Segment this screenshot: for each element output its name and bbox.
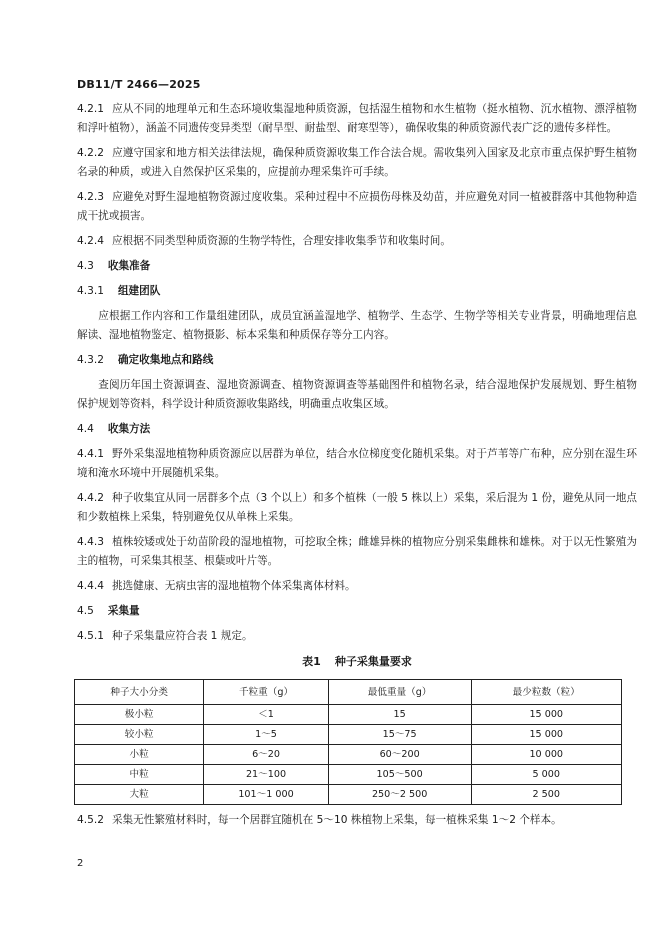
table-cell: 较小粒 xyxy=(75,725,204,745)
clause-4-5-2: 4.5.2 采集无性繁殖材料时，每一个居群宜随机在 5～10 株植物上采集，每一植株采集 1～2 个样本。 xyxy=(77,814,562,826)
table-cell: 15 xyxy=(328,705,471,725)
clause-4-5-1: 4.5.1 种子采集量应符合表 1 规定。 xyxy=(77,630,253,642)
clause-4-3-1-text: 应根据工作内容和工作量组建团队，成员宜涵盖湿地学、植物学、生态学、生物学等相关专业背景，明确地理信息解读、湿地植物鉴定、植物摄影、标本采集和种质保存等分工内容。 xyxy=(77,310,637,341)
table-row xyxy=(75,765,622,785)
table-cell: 小粒 xyxy=(75,745,204,765)
heading-4-3-2: 4.3.2 确定收集地点和路线 xyxy=(77,354,214,366)
table-header-cell: 最少粒数（粒） xyxy=(471,680,622,705)
heading-4-5: 4.5 采集量 xyxy=(77,605,140,617)
clause-4-4-2: 4.4.2 种子收集宜从同一居群多个点（3 个以上）和多个植株（一般 5 株以上）采集，采后混为 1 份，避免从同一地点和少数植株上采集，特别避免仅从单株上采集。 xyxy=(77,492,637,523)
clause-4-2-3: 4.2.3 应避免对野生湿地植物资源过度收集。采种过程中不应损伤母株及幼苗，并应避免对同一植被群落中其他物种造成干扰或损害。 xyxy=(77,191,637,222)
table-cell: 15～75 xyxy=(328,725,471,745)
table-cell: 250～2 500 xyxy=(328,785,471,805)
table-row xyxy=(75,745,622,765)
clause-4-4-4: 4.4.4 挑选健康、无病虫害的湿地植物个体采集离体材料。 xyxy=(77,580,356,592)
table-cell: 21～100 xyxy=(204,765,328,785)
table-cell: 101～1 000 xyxy=(204,785,328,805)
heading-4-3-1: 4.3.1 组建团队 xyxy=(77,285,161,297)
clause-4-4-3: 4.4.3 植株较矮或处于幼苗阶段的湿地植物，可挖取全株；雌雄异株的植物应分别采集雌株和雄株。对于以无性繁殖为主的植物，可采集其根茎、根蘖或叶片等。 xyxy=(77,536,637,567)
clause-4-2-4: 4.2.4 应根据不同类型种质资源的生物学特性，合理安排收集季节和收集时间。 xyxy=(77,235,451,247)
table-row xyxy=(75,705,622,725)
table-cell: 2 500 xyxy=(471,785,622,805)
table-cell: 15 000 xyxy=(471,705,622,725)
table-cell: 极小粒 xyxy=(75,705,204,725)
clause-4-2-2: 4.2.2 应遵守国家和地方相关法律法规，确保种质资源收集工作合法合规。需收集列入国家及北京市重点保护野生植物名录的种质，或进入自然保护区采集的，应提前办理采集许可手续。 xyxy=(77,147,637,178)
table-cell: 105～500 xyxy=(328,765,471,785)
clause-4-3-2-text: 查阅历年国土资源调查、湿地资源调查、植物资源调查等基础图件和植物名录，结合湿地保护发展规划、野生植物保护规划等资料，科学设计种质资源收集路线，明确重点收集区域。 xyxy=(77,379,637,410)
table-cell: 大粒 xyxy=(75,785,204,805)
table-header-cell: 种子大小分类 xyxy=(75,680,204,705)
table-cell: 5 000 xyxy=(471,765,622,785)
heading-4-4: 4.4 收集方法 xyxy=(77,423,151,435)
table-cell: ＜1 xyxy=(204,705,328,725)
seed-collection-table xyxy=(74,679,622,805)
table-cell: 6～20 xyxy=(204,745,328,765)
table-header-cell: 最低重量（g） xyxy=(328,680,471,705)
heading-4-3: 4.3 收集准备 xyxy=(77,260,151,272)
clause-4-4-1: 4.4.1 野外采集湿地植物种质资源应以居群为单位，结合水位梯度变化随机采集。对于芦苇等广布种，应分别在湿生环境和淹水环境中开展随机采集。 xyxy=(77,448,637,479)
table-row xyxy=(75,785,622,805)
document-code: DB11/T 2466—2025 xyxy=(77,78,201,91)
page-number: 2 xyxy=(77,858,84,869)
table-cell: 中粒 xyxy=(75,765,204,785)
table-header-cell: 千粒重（g） xyxy=(204,680,328,705)
document-body xyxy=(77,100,637,836)
table-cell: 60～200 xyxy=(328,745,471,765)
table-cell: 1～5 xyxy=(204,725,328,745)
table-header-row xyxy=(75,680,622,705)
table-cell: 15 000 xyxy=(471,725,622,745)
clause-4-2-1: 4.2.1 应从不同的地理单元和生态环境收集湿地种质资源，包括湿生植物和水生植物（挺水植物、沉水植物、漂浮植物和浮叶植物），涵盖不同遗传变异类型（耐旱型、耐盐型、耐寒型等），确保收集的种质资源代表广泛的遗传多样性。 xyxy=(77,103,637,134)
table-cell: 10 000 xyxy=(471,745,622,765)
table-1-title: 表1 种子采集量要求 xyxy=(302,655,412,668)
table-row xyxy=(75,725,622,745)
